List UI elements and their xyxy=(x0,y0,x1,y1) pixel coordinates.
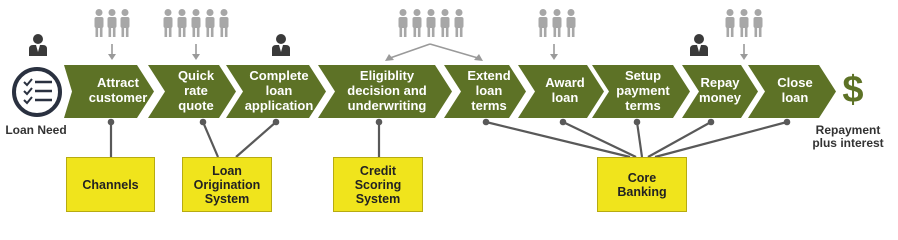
person-head xyxy=(755,9,762,16)
connector-line xyxy=(203,122,218,157)
connector-dot xyxy=(200,119,207,126)
person-figure xyxy=(95,9,104,37)
person-leg xyxy=(544,26,547,37)
person-figure xyxy=(192,9,201,37)
person-figure xyxy=(754,9,763,37)
connector-dot xyxy=(483,119,490,126)
person-leg xyxy=(428,26,431,37)
person-leg xyxy=(122,26,125,37)
checklist-icon xyxy=(14,69,60,115)
person-figure xyxy=(108,9,117,37)
connector-line xyxy=(655,122,787,157)
person-head xyxy=(165,9,172,16)
step-label-repay: Repay money xyxy=(699,75,741,105)
connector-dot xyxy=(376,119,383,126)
connector-line xyxy=(637,122,642,157)
step-label-award: Award loan xyxy=(545,75,585,105)
person-figure xyxy=(399,9,408,37)
person-figure xyxy=(121,9,130,37)
person-head xyxy=(694,34,704,44)
person-leg xyxy=(221,26,224,37)
person-leg xyxy=(554,26,557,37)
person-leg xyxy=(225,26,228,37)
person-head xyxy=(109,9,116,16)
person-leg xyxy=(165,26,168,37)
connector-line xyxy=(563,122,636,157)
person-head xyxy=(33,34,43,44)
step-label-setup: Setup payment terms xyxy=(616,67,670,113)
actor-arrow-line xyxy=(430,44,478,58)
step-label-close: Close loan xyxy=(777,75,813,105)
system-box-channels: Channels xyxy=(66,157,155,212)
actor-arrow-head xyxy=(550,54,558,60)
person-head xyxy=(400,9,407,16)
person-head xyxy=(221,9,228,16)
step-label-quote: Quick rate quote xyxy=(177,67,215,113)
person-head xyxy=(414,9,421,16)
person-leg xyxy=(727,26,730,37)
single-person-icon xyxy=(29,34,47,56)
step-label-attract: Attract customer xyxy=(88,75,148,105)
person-head xyxy=(540,9,547,16)
person-leg xyxy=(126,26,129,37)
connector-line xyxy=(648,122,711,157)
person-leg xyxy=(183,26,186,37)
step-label-application: Complete loan application xyxy=(244,67,314,113)
person-head xyxy=(207,9,214,16)
person-leg xyxy=(745,26,748,37)
person-head xyxy=(96,9,103,16)
person-figure xyxy=(178,9,187,37)
connector-dot xyxy=(784,119,791,126)
person-leg xyxy=(193,26,196,37)
repayment-label: Repayment plus interest xyxy=(812,123,884,150)
connector-dot xyxy=(708,119,715,126)
person-leg xyxy=(759,26,762,37)
person-head xyxy=(428,9,435,16)
person-leg xyxy=(113,26,116,37)
person-leg xyxy=(755,26,758,37)
person-head xyxy=(456,9,463,16)
step-label-eligibility: Eligiblity decision and underwriting xyxy=(347,67,427,113)
connector-dot xyxy=(273,119,280,126)
loan-need-label: Loan Need xyxy=(5,123,67,137)
person-head xyxy=(179,9,186,16)
person-head xyxy=(741,9,748,16)
step-label-extend: Extend loan terms xyxy=(467,67,511,113)
person-head xyxy=(122,9,129,16)
person-leg xyxy=(211,26,214,37)
person-leg xyxy=(731,26,734,37)
person-leg xyxy=(207,26,210,37)
person-figure xyxy=(567,9,576,37)
actor-arrow-head xyxy=(740,54,748,60)
system-box-core-banking: Core Banking xyxy=(597,157,687,212)
person-head xyxy=(193,9,200,16)
system-box-credit-scoring: Credit Scoring System xyxy=(333,157,423,212)
person-figure xyxy=(726,9,735,37)
single-person-icon xyxy=(272,34,290,56)
person-leg xyxy=(404,26,407,37)
person-figure xyxy=(206,9,215,37)
person-figure xyxy=(539,9,548,37)
person-leg xyxy=(418,26,421,37)
person-figure xyxy=(441,9,450,37)
person-head xyxy=(568,9,575,16)
person-figure xyxy=(553,9,562,37)
person-leg xyxy=(400,26,403,37)
connector-line xyxy=(236,122,276,157)
person-leg xyxy=(442,26,445,37)
connector-dot xyxy=(560,119,567,126)
person-leg xyxy=(540,26,543,37)
actor-arrow-head xyxy=(192,54,200,60)
person-figure xyxy=(220,9,229,37)
person-head xyxy=(442,9,449,16)
person-leg xyxy=(414,26,417,37)
person-leg xyxy=(558,26,561,37)
connector-line xyxy=(486,122,630,157)
person-head xyxy=(727,9,734,16)
person-leg xyxy=(460,26,463,37)
person-figure xyxy=(164,9,173,37)
person-leg xyxy=(100,26,103,37)
person-figure xyxy=(455,9,464,37)
person-leg xyxy=(568,26,571,37)
person-leg xyxy=(572,26,575,37)
person-leg xyxy=(741,26,744,37)
person-figure xyxy=(427,9,436,37)
person-leg xyxy=(432,26,435,37)
dollar-sign-icon: $ xyxy=(842,69,864,111)
connector-dot xyxy=(108,119,115,126)
person-head xyxy=(276,34,286,44)
person-leg xyxy=(96,26,99,37)
single-person-icon xyxy=(690,34,708,56)
person-leg xyxy=(456,26,459,37)
actor-arrow-head xyxy=(108,54,116,60)
connector-dot xyxy=(634,119,641,126)
person-figure xyxy=(413,9,422,37)
system-box-loan-origination: Loan Origination System xyxy=(182,157,272,212)
person-leg xyxy=(169,26,172,37)
person-figure xyxy=(740,9,749,37)
person-head xyxy=(554,9,561,16)
actor-arrow-line xyxy=(390,44,430,58)
person-leg xyxy=(179,26,182,37)
person-leg xyxy=(109,26,112,37)
person-leg xyxy=(197,26,200,37)
person-leg xyxy=(446,26,449,37)
